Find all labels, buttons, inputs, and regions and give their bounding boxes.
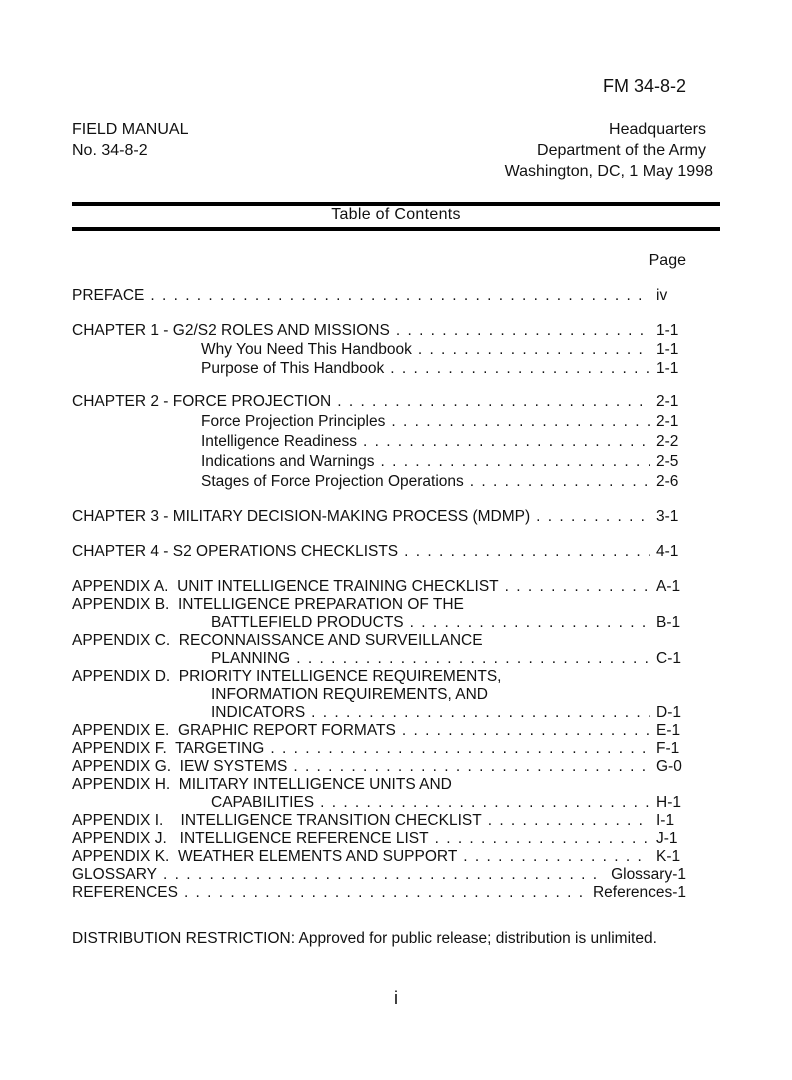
toc-entry-text: PREFACE	[72, 287, 145, 304]
toc-entry-page: 1-1	[656, 322, 679, 339]
toc-entry-text: INDICATORS	[211, 704, 306, 721]
toc-entry-chapter-4[interactable]	[72, 543, 686, 563]
toc-entry-page: 2-1	[656, 393, 679, 410]
toc-entry-text: APPENDIX I. INTELLIGENCE TRANSITION CHECKLIST	[72, 812, 482, 829]
toc-entry-appendix-d-line1[interactable]: APPENDIX D. PRIORITY INTELLIGENCE REQUIREMENTS,	[72, 668, 502, 685]
toc-entry-page: 2-1	[656, 413, 679, 430]
toc-entry-chapter-1[interactable]	[72, 322, 686, 342]
toc-entry-text: BATTLEFIELD PRODUCTS	[211, 614, 404, 631]
leader-dots	[404, 543, 650, 561]
toc-entry-appendix-g[interactable]	[72, 758, 686, 778]
leader-dots	[184, 884, 587, 902]
toc-entry-text: APPENDIX G. IEW SYSTEMS	[72, 758, 288, 775]
toc-entry-chapter-3[interactable]	[72, 508, 686, 528]
toc-entry-page: C-1	[656, 650, 681, 667]
toc-entry-text: Stages of Force Projection Operations	[201, 473, 464, 490]
toc-entry-page: 2-5	[656, 453, 679, 470]
toc-entry-appendix-e[interactable]	[72, 722, 686, 742]
leader-dots	[488, 812, 650, 830]
bottom-rule	[72, 227, 720, 231]
toc-entry-page: E-1	[656, 722, 681, 739]
toc-entry-appendix-c[interactable]	[211, 650, 686, 670]
toc-entry-appendix-h[interactable]	[211, 794, 686, 814]
leader-dots	[163, 866, 605, 884]
toc-entry-text: Indications and Warnings	[201, 453, 375, 470]
toc-entry-page: A-1	[656, 578, 681, 595]
toc-entry-purpose-handbook[interactable]	[201, 360, 686, 380]
toc-entry-appendix-d[interactable]	[211, 704, 686, 724]
toc-entry-force-projection-principles[interactable]	[201, 413, 686, 433]
field-manual-label: FIELD MANUAL	[72, 121, 189, 138]
leader-dots	[150, 287, 650, 305]
toc-entry-page: Glossary-1	[611, 866, 686, 883]
toc-entry-text: CHAPTER 1 - G2/S2 ROLES AND MISSIONS	[72, 322, 390, 339]
leader-dots	[418, 341, 650, 359]
toc-entry-appendix-a[interactable]	[72, 578, 686, 598]
toc-entry-page: 4-1	[656, 543, 679, 560]
toc-entry-references[interactable]	[72, 884, 686, 904]
leader-dots	[402, 722, 650, 740]
leader-dots	[463, 848, 650, 866]
toc-entry-text: Why You Need This Handbook	[201, 341, 412, 358]
toc-entry-appendix-d-line2[interactable]: INFORMATION REQUIREMENTS, AND	[211, 686, 489, 703]
toc-entry-appendix-k[interactable]	[72, 848, 686, 868]
toc-entry-appendix-b-line1[interactable]: APPENDIX B. INTELLIGENCE PREPARATION OF THE	[72, 596, 464, 613]
toc-entry-page: J-1	[656, 830, 678, 847]
leader-dots	[435, 830, 650, 848]
leader-dots	[293, 758, 650, 776]
toc-entry-appendix-b[interactable]	[211, 614, 686, 634]
toc-entry-page: iv	[656, 287, 668, 304]
leader-dots	[470, 473, 650, 491]
leader-dots	[296, 650, 650, 668]
page-column-heading: Page	[648, 252, 686, 269]
toc-entry-page: D-1	[656, 704, 681, 721]
toc-entry-preface[interactable]	[72, 287, 686, 307]
toc-entry-appendix-f[interactable]	[72, 740, 686, 760]
toc-entry-text: APPENDIX E. GRAPHIC REPORT FORMATS	[72, 722, 396, 739]
leader-dots	[337, 393, 650, 411]
manual-number: No. 34-8-2	[72, 142, 148, 159]
toc-entry-text: PLANNING	[211, 650, 291, 667]
toc-entry-why-handbook[interactable]	[201, 341, 686, 361]
distribution-restriction: DISTRIBUTION RESTRICTION: Approved for public release; distribution is unlimited.	[72, 930, 657, 947]
page-folio: i	[394, 988, 398, 1008]
toc-entry-page: 1-1	[656, 360, 679, 377]
toc-entry-appendix-c-line1[interactable]: APPENDIX C. RECONNAISSANCE AND SURVEILLANCE	[72, 632, 483, 649]
leader-dots	[505, 578, 650, 596]
leader-dots	[363, 433, 650, 451]
toc-entry-page: 3-1	[656, 508, 679, 525]
department-label: Department of the Army	[537, 142, 706, 159]
toc-entry-appendix-h-line1[interactable]: APPENDIX H. MILITARY INTELLIGENCE UNITS AND	[72, 776, 452, 793]
toc-entry-page: B-1	[656, 614, 681, 631]
toc-entry-text: Intelligence Readiness	[201, 433, 357, 450]
leader-dots	[396, 322, 650, 340]
toc-entry-page: 2-2	[656, 433, 679, 450]
toc-entry-page: G-0	[656, 758, 682, 775]
leader-dots	[390, 360, 650, 378]
toc-entry-text: GLOSSARY	[72, 866, 158, 883]
toc-entry-text: APPENDIX F. TARGETING	[72, 740, 265, 757]
toc-entry-text: CHAPTER 4 - S2 OPERATIONS CHECKLISTS	[72, 543, 399, 560]
toc-entry-appendix-i[interactable]	[72, 812, 686, 832]
toc-entry-text: CHAPTER 2 - FORCE PROJECTION	[72, 393, 332, 410]
toc-entry-stages-force-projection[interactable]	[201, 473, 686, 493]
toc-entry-text: APPENDIX K. WEATHER ELEMENTS AND SUPPORT	[72, 848, 458, 865]
leader-dots	[536, 508, 650, 526]
leader-dots	[311, 704, 650, 722]
leader-dots	[410, 614, 650, 632]
toc-entry-page: References-1	[592, 884, 686, 901]
toc-entry-intelligence-readiness[interactable]	[201, 433, 686, 453]
toc-entry-indications-warnings[interactable]	[201, 453, 686, 473]
fm-number: FM 34-8-2	[602, 76, 686, 96]
headquarters-label: Headquarters	[609, 121, 706, 138]
toc-entry-appendix-j[interactable]	[72, 830, 686, 850]
toc-entry-text: Purpose of This Handbook	[201, 360, 385, 377]
toc-entry-text: CHAPTER 3 - MILITARY DECISION-MAKING PROCESS (MDMP)	[72, 508, 531, 525]
leader-dots	[270, 740, 650, 758]
leader-dots	[320, 794, 650, 812]
toc-entry-page: H-1	[656, 794, 681, 811]
toc-entry-text: REFERENCES	[72, 884, 178, 901]
toc-entry-text: CAPABILITIES	[211, 794, 315, 811]
toc-entry-page: K-1	[656, 848, 681, 865]
toc-entry-glossary[interactable]	[72, 866, 686, 886]
toc-entry-text: Force Projection Principles	[201, 413, 386, 430]
leader-dots	[380, 453, 650, 471]
leader-dots	[391, 413, 650, 431]
toc-entry-page: 2-6	[656, 473, 679, 490]
toc-entry-chapter-2[interactable]	[72, 393, 686, 413]
toc-title: Table of Contents	[331, 206, 461, 223]
location-date: Washington, DC, 1 May 1998	[504, 163, 713, 180]
toc-entry-page: I-1	[656, 812, 675, 829]
toc-entry-page: F-1	[656, 740, 680, 757]
toc-entry-text: APPENDIX J. INTELLIGENCE REFERENCE LIST	[72, 830, 429, 847]
toc-entry-page: 1-1	[656, 341, 679, 358]
toc-entry-text: APPENDIX A. UNIT INTELLIGENCE TRAINING CHECKLIST	[72, 578, 499, 595]
